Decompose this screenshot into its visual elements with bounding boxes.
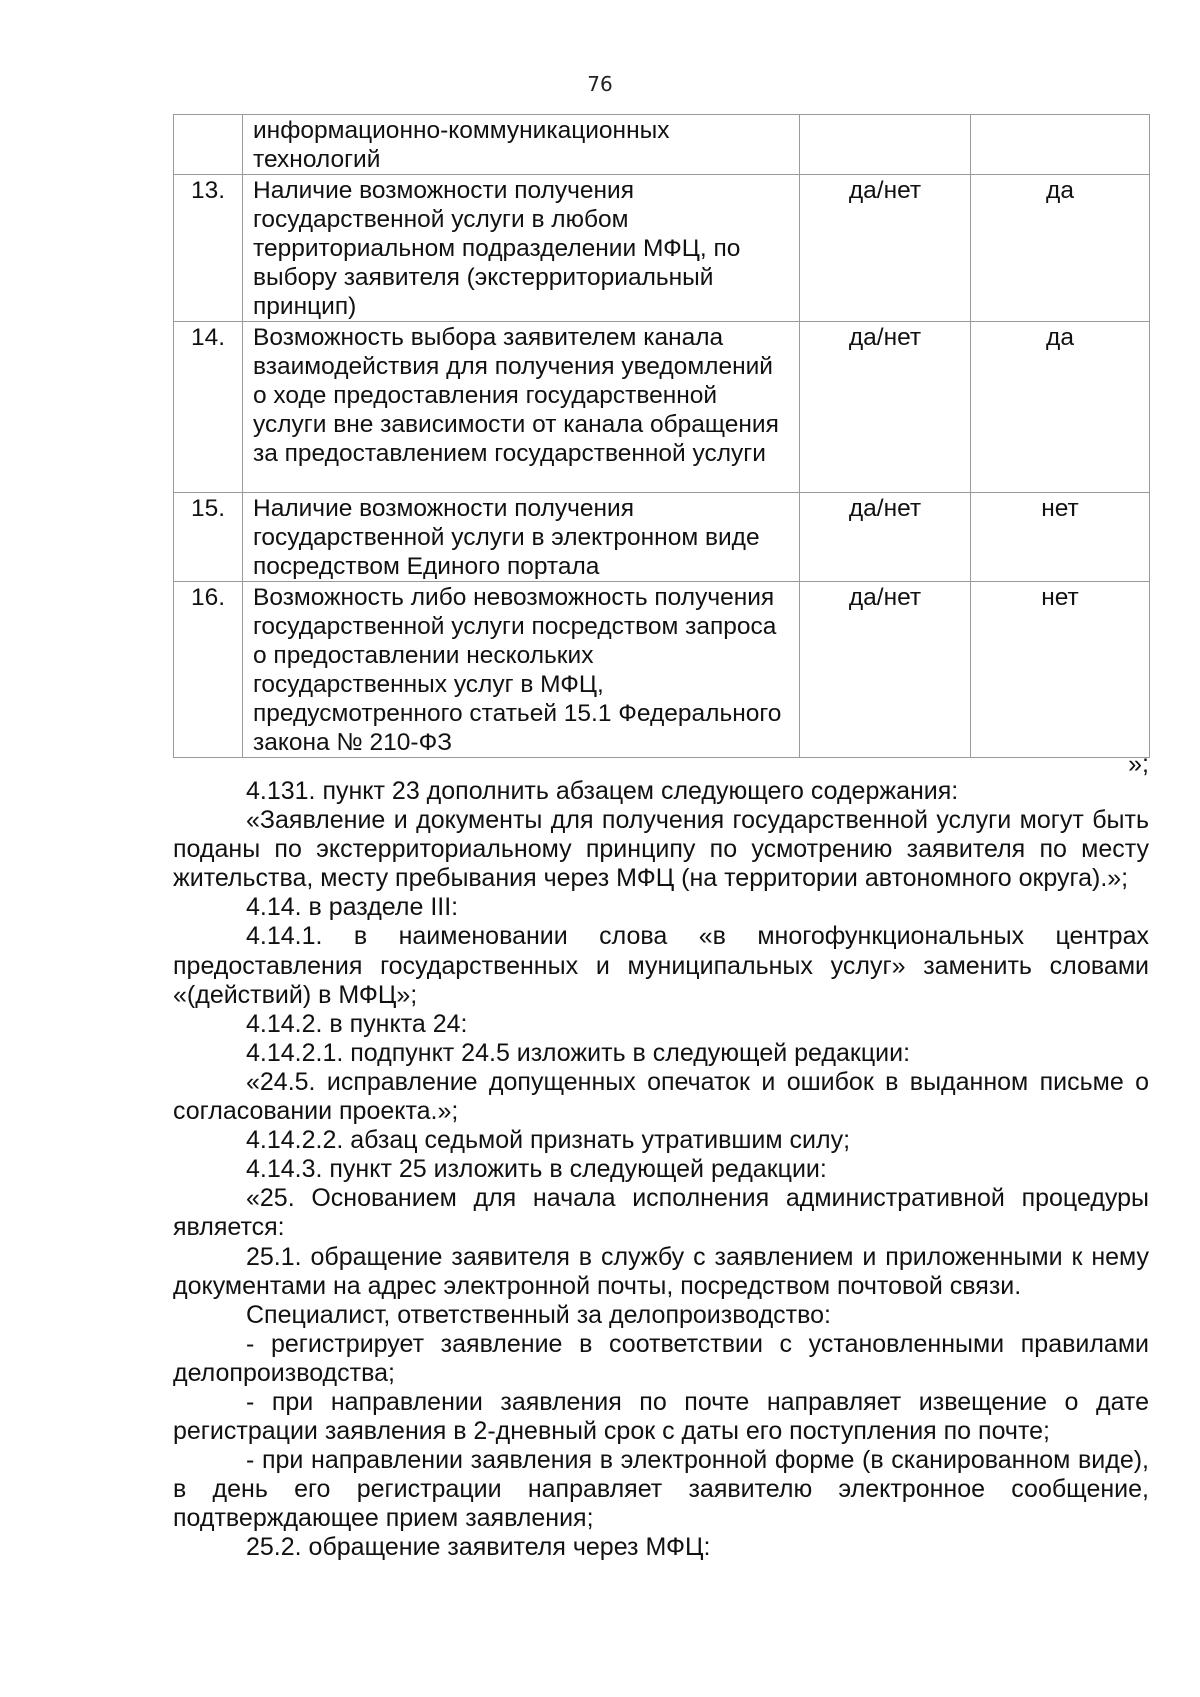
paragraph: 25.2. обращение заявителя через МФЦ: [246, 1533, 711, 1562]
paragraph: 4.14.1. в наименовании слова «в многофункциональных центрах предоставления государственных и муниципальных услуг» заменить словами «(действий) в МФЦ»; [173, 922, 1149, 1009]
value-cell [971, 115, 1150, 175]
closing-quote: »; [1128, 750, 1149, 778]
row-number: 16. [174, 582, 243, 758]
row-number: 13. [174, 175, 243, 322]
value-cell: нет [971, 493, 1150, 582]
table-row [174, 115, 1150, 175]
row-number [174, 115, 243, 175]
criterion-text: Наличие возможности получения государственной услуги в любом территориальном подразделении МФЦ, по выбору заявителя (экстерриториальный принцип) [243, 175, 800, 322]
paragraph: 4.14.3. пункт 25 изложить в следующей редакции: [246, 1155, 827, 1184]
unit-cell: да/нет [800, 175, 971, 322]
criterion-text: Наличие возможности получения государственной услуги в электронном виде посредством Единого портала [243, 493, 800, 582]
table-row [174, 322, 1150, 493]
paragraph: «Заявление и документы для получения государственной услуги могут быть поданы по экстерриториальному принципу по усмотрению заявителя по месту жительства, месту пребывания через МФЦ (на территории автономного округа).»; [173, 806, 1149, 893]
criterion-text: информационно-коммуникационных технологий [243, 115, 800, 175]
paragraph: 25.1. обращение заявителя в службу с заявлением и приложенными к нему документами на адрес электронной почты, посредством почтовой связи. [173, 1242, 1149, 1300]
body-text [173, 777, 1149, 1563]
table-row [174, 493, 1150, 582]
value-cell: да [971, 322, 1150, 493]
paragraph: «24.5. исправление допущенных опечаток и ошибок в выданном письме о согласовании проекта.»; [173, 1067, 1149, 1126]
paragraph: 4.131. пункт 23 дополнить абзацем следующего содержания: [246, 777, 959, 805]
criterion-text: Возможность выбора заявителем канала взаимодействия для получения уведомлений о ходе предоставления государственной услуги вне зависимости от канала обращения за предоставлением государственной услуги [243, 322, 800, 493]
unit-cell: да/нет [800, 582, 971, 758]
value-cell: да [971, 175, 1150, 322]
unit-cell [800, 115, 971, 175]
paragraph: 4.14.2.2. абзац седьмой признать утратившим силу; [246, 1126, 851, 1155]
criterion-text: Возможность либо невозможность получения государственной услуги посредством запроса о предоставлении нескольких государственных услуг в МФЦ, предусмотренного статьей 15.1 Федерального закона № 210-ФЗ [243, 582, 800, 758]
unit-cell: да/нет [800, 493, 971, 582]
row-number: 14. [174, 322, 243, 493]
paragraph: - при направлении заявления в электронной форме (в сканированном виде), в день его регистрации направляет заявителю электронное сообщение, подтверждающее прием заявления; [173, 1446, 1149, 1533]
paragraph: 4.14.2.1. подпункт 24.5 изложить в следующей редакции: [246, 1038, 911, 1067]
paragraph: - при направлении заявления по почте направляет извещение о дате регистрации заявления в 2-дневный срок с даты его поступления по почте; [173, 1387, 1149, 1446]
paragraph: 4.14.2. в пункта 24: [246, 1009, 468, 1038]
unit-cell: да/нет [800, 322, 971, 493]
table-row [174, 175, 1150, 322]
row-number: 15. [174, 493, 243, 582]
paragraph: 4.14. в разделе III: [246, 893, 459, 922]
value-cell: нет [971, 582, 1150, 758]
page-number: 76 [587, 72, 613, 96]
table-row [174, 582, 1150, 758]
paragraph: «25. Основанием для начала исполнения административной процедуры является: [173, 1184, 1149, 1242]
paragraph: - регистрирует заявление в соответствии с установленными правилами делопроизводства; [173, 1329, 1149, 1387]
paragraph: Специалист, ответственный за делопроизводство: [246, 1300, 831, 1329]
criteria-table [173, 114, 1150, 758]
